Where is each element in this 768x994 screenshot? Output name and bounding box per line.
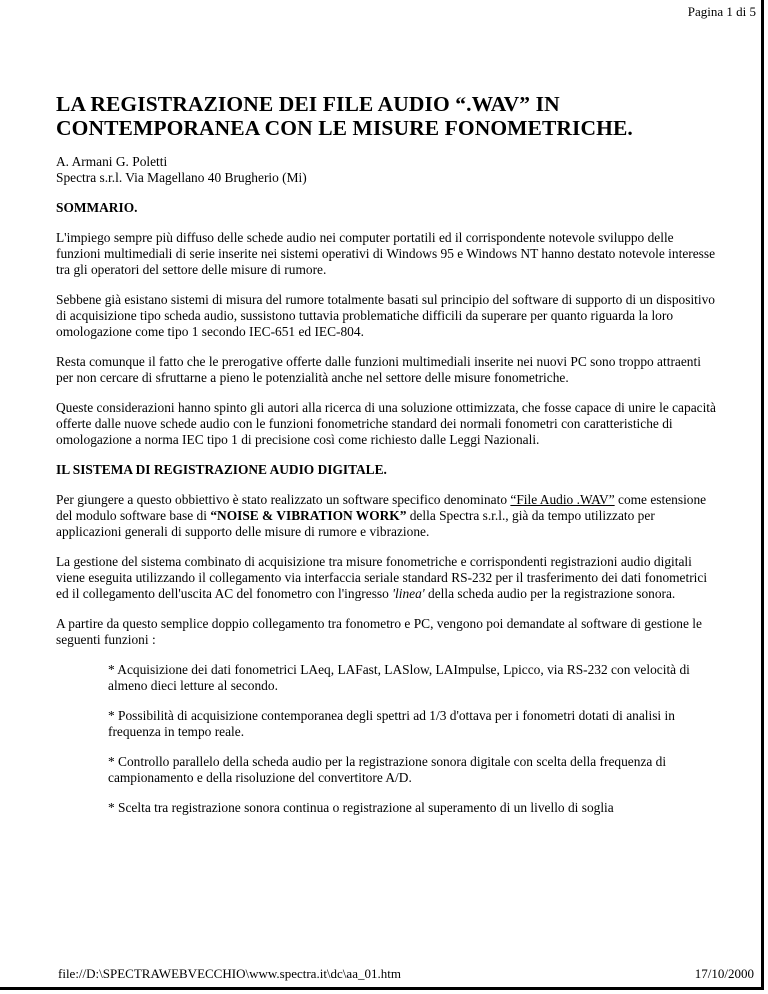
system-p1-text-c: della Spectra s.r.l., già da tempo utilizzato per applicazioni generali di supporto delle misure di rumore e vibrazione.	[56, 508, 655, 539]
list-item: * Acquisizione dei dati fonometrici LAeq, LAFast, LASlow, LAImpulse, Lpicco, via RS-232 con velocità di almeno dieci letture al secondo.	[108, 662, 690, 693]
system-heading: IL SISTEMA DI REGISTRAZIONE AUDIO DIGITALE.	[56, 462, 387, 477]
list-item: * Possibilità di acquisizione contemporanea degli spettri ad 1/3 d'ottava per i fonometri dotati di analisi in frequenza in tempo reale.	[108, 708, 675, 739]
author-block	[56, 154, 716, 186]
authors: A. Armani G. Poletti	[56, 154, 168, 169]
list-item: * Controllo parallelo della scheda audio per la registrazione sonora digitale con scelta della frequenza di campionamento e della risoluzione del convertitore A/D.	[108, 754, 667, 785]
title-line-2: CONTEMPORANEA CON LE MISURE FONOMETRICHE.	[56, 116, 633, 140]
summary-paragraph-4: Queste considerazioni hanno spinto gli autori alla ricerca di una soluzione ottimizzata, che fosse capace di unire le capacità offerte dalle nuove schede audio con le funzioni fonometriche standard dei normali fonometri con caratteristiche di omologazione a norma IEC tipo 1 di precisione così come richiesto dalle Leggi Nazionali.	[56, 400, 716, 447]
footer-file-path: file://D:\SPECTRAWEBVECCHIO\www.spectra.it\dc\aa_01.htm	[58, 966, 401, 981]
summary-paragraph-2: Sebbene già esistano sistemi di misura del rumore totalmente basati sul principio del software di supporto di un dispositivo di acquisizione tipo scheda audio, sussistono tuttavia problematiche difficili da superare per quanto riguarda la loro omologazione come tipo 1 secondo IEC-651 ed IEC-804.	[56, 292, 716, 339]
summary-paragraph-1: L'impiego sempre più diffuso delle schede audio nei computer portatili ed il corrispondente notevole sviluppo delle funzioni multimediali di serie inserite nei sistemi operativi di Windows 95 e Windows NT hanno destato notevole interesse tra gli operatori del settore delle misure di rumore.	[56, 230, 716, 277]
system-p2-text-b: della scheda audio per la registrazione sonora.	[424, 586, 676, 601]
summary-heading: SOMMARIO.	[56, 200, 138, 215]
product-name: “NOISE & VIBRATION WORK”	[210, 508, 407, 523]
summary-paragraph-3: Resta comunque il fatto che le prerogative offerte dalle funzioni multimediali inserite nei nuovi PC sono troppo attraenti per non cercare di sfruttarne a pieno le potenzialità anche nel settore delle misure fonometriche.	[56, 354, 701, 385]
linea-term: 'linea'	[392, 586, 425, 601]
file-audio-wav-link[interactable]: “File Audio .WAV”	[510, 492, 615, 507]
system-p1-text-a: Per giungere a questo obbiettivo è stato realizzato un software specifico denominato	[56, 492, 511, 507]
system-p1-text-b: come estensione del modulo software base di	[56, 492, 707, 523]
system-paragraph-1	[56, 492, 716, 540]
document-title	[56, 92, 716, 140]
system-paragraph-2	[56, 554, 716, 602]
title-line-1: LA REGISTRAZIONE DEI FILE AUDIO “.WAV” IN	[56, 92, 560, 116]
affiliation: Spectra s.r.l. Via Magellano 40 Brugherio (Mi)	[56, 170, 307, 185]
system-p2-text-a: La gestione del sistema combinato di acquisizione tra misure fonometriche e corrispondenti registrazioni audio digitali viene eseguita utilizzando il collegamento via interfaccia seriale standard RS-232 per il trasferimento dei dati fonometrici ed il collegamento dell'uscita AC del fonometro con l'ingresso	[56, 554, 708, 601]
page-number: Pagina 1 di 5	[687, 4, 756, 19]
footer-date: 17/10/2000	[694, 966, 754, 981]
list-item: * Scelta tra registrazione sonora continua o registrazione al superamento di un livello di soglia	[108, 800, 614, 815]
system-paragraph-3: A partire da questo semplice doppio collegamento tra fonometro e PC, vengono poi demandate al software di gestione le seguenti funzioni :	[56, 616, 702, 647]
document-body	[56, 92, 716, 830]
